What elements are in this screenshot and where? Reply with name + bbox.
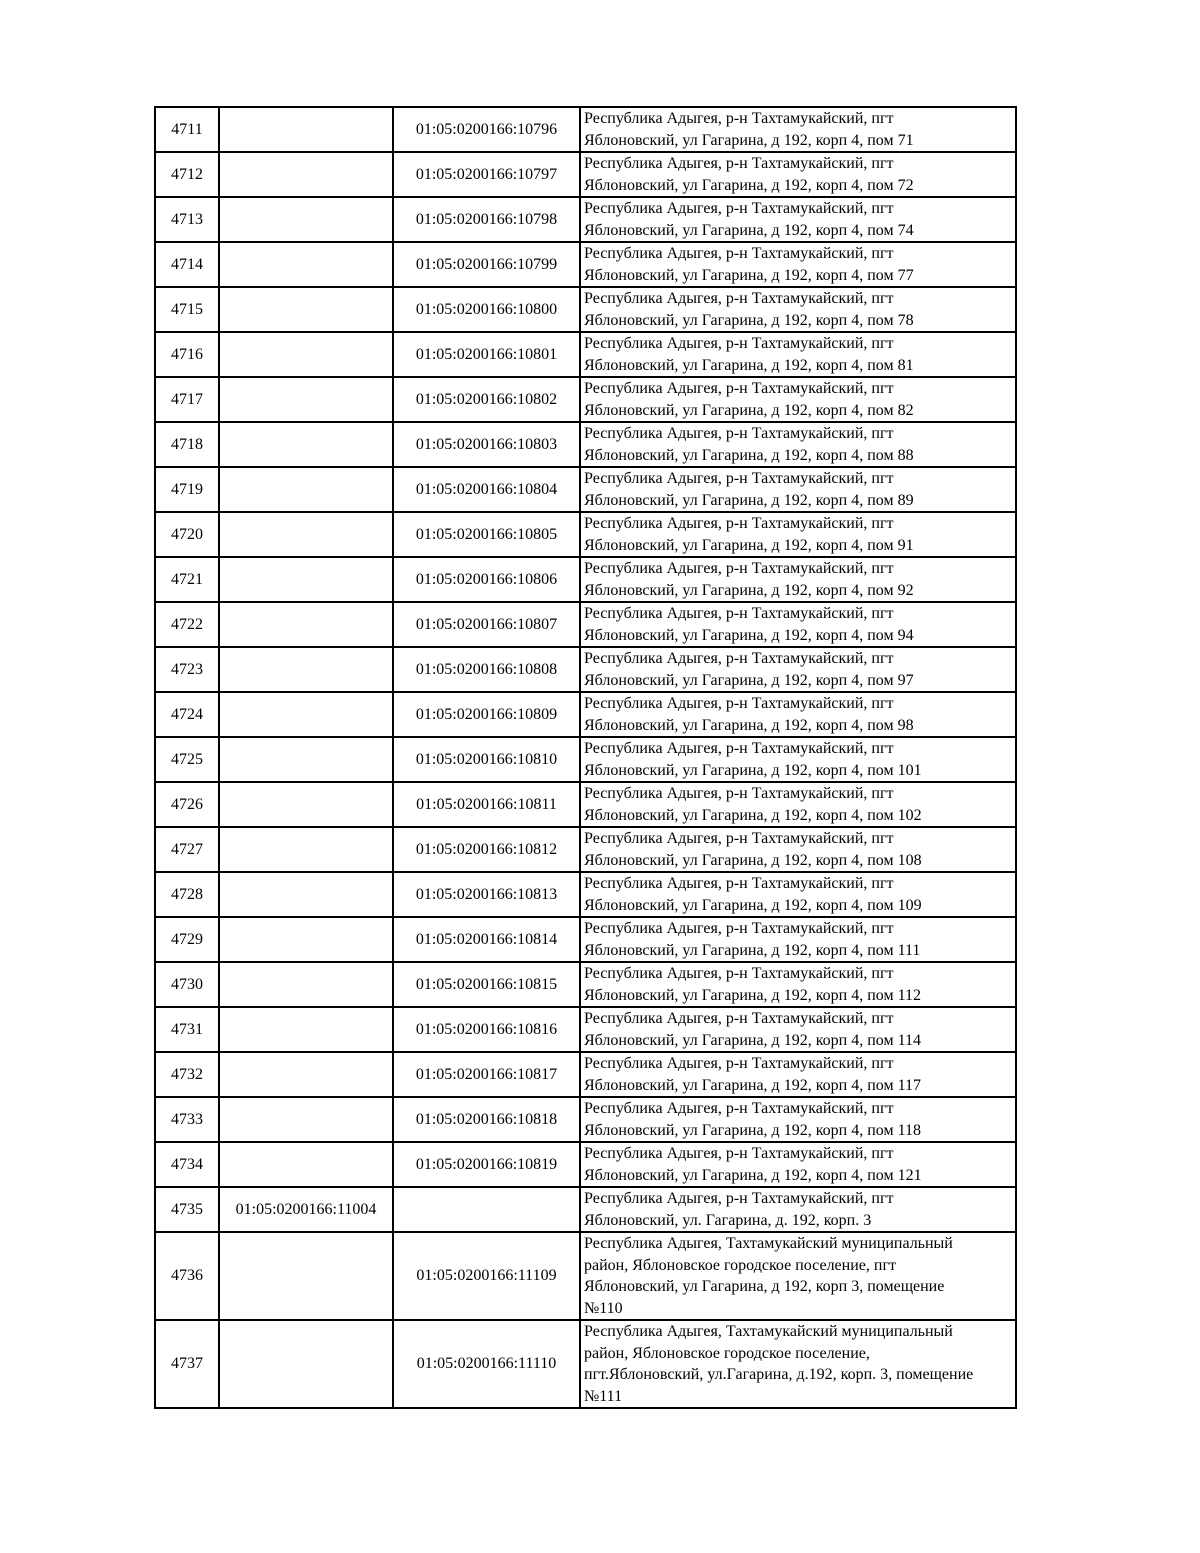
cadastral-number-land <box>219 1052 393 1097</box>
address-cell: Республика Адыгея, р-н Тахтамукайский, пгт Яблоновский, ул Гагарина, д 192, корп 4, пом 74 <box>580 197 1016 242</box>
table-row <box>155 1187 1016 1232</box>
cadastral-number-object <box>393 1187 580 1232</box>
cadastral-number-object: 01:05:0200166:10816 <box>393 1007 580 1052</box>
cadastral-number-object: 01:05:0200166:10819 <box>393 1142 580 1187</box>
cadastral-number-object: 01:05:0200166:10802 <box>393 377 580 422</box>
table-row <box>155 1232 1016 1320</box>
row-number: 4734 <box>155 1142 219 1187</box>
address-cell: Республика Адыгея, р-н Тахтамукайский, пгт Яблоновский, ул Гагарина, д 192, корп 4, пом 102 <box>580 782 1016 827</box>
row-number: 4730 <box>155 962 219 1007</box>
table-row <box>155 422 1016 467</box>
cadastral-number-land <box>219 197 393 242</box>
row-number: 4731 <box>155 1007 219 1052</box>
cadastral-number-object: 01:05:0200166:10796 <box>393 107 580 152</box>
cadastral-number-object: 01:05:0200166:10815 <box>393 962 580 1007</box>
table-row <box>155 557 1016 602</box>
row-number: 4716 <box>155 332 219 377</box>
row-number: 4717 <box>155 377 219 422</box>
table-row <box>155 1097 1016 1142</box>
address-cell: Республика Адыгея, р-н Тахтамукайский, пгт Яблоновский, ул Гагарина, д 192, корп 4, пом 91 <box>580 512 1016 557</box>
row-number: 4726 <box>155 782 219 827</box>
cadastral-number-object: 01:05:0200166:10804 <box>393 467 580 512</box>
cadastral-number-land <box>219 1097 393 1142</box>
row-number: 4727 <box>155 827 219 872</box>
cadastral-number-object: 01:05:0200166:10813 <box>393 872 580 917</box>
address-cell: Республика Адыгея, р-н Тахтамукайский, пгт Яблоновский, ул Гагарина, д 192, корп 4, пом 117 <box>580 1052 1016 1097</box>
table-row <box>155 512 1016 557</box>
address-cell: Республика Адыгея, р-н Тахтамукайский, пгт Яблоновский, ул Гагарина, д 192, корп 4, пом 114 <box>580 1007 1016 1052</box>
table-row <box>155 962 1016 1007</box>
table-row <box>155 152 1016 197</box>
cadastral-number-land <box>219 557 393 602</box>
address-cell: Республика Адыгея, р-н Тахтамукайский, пгт Яблоновский, ул Гагарина, д 192, корп 4, пом 82 <box>580 377 1016 422</box>
table-row <box>155 332 1016 377</box>
table-row <box>155 782 1016 827</box>
table-row <box>155 872 1016 917</box>
table-row <box>155 107 1016 152</box>
row-number: 4713 <box>155 197 219 242</box>
cadastral-number-land <box>219 287 393 332</box>
table-row <box>155 1142 1016 1187</box>
row-number: 4728 <box>155 872 219 917</box>
cadastral-number-object: 01:05:0200166:10809 <box>393 692 580 737</box>
cadastral-number-object: 01:05:0200166:10798 <box>393 197 580 242</box>
row-number: 4711 <box>155 107 219 152</box>
table-row <box>155 467 1016 512</box>
table-row <box>155 287 1016 332</box>
row-number: 4722 <box>155 602 219 647</box>
table-row <box>155 1320 1016 1408</box>
cadastral-number-object: 01:05:0200166:10818 <box>393 1097 580 1142</box>
cadastral-number-land <box>219 917 393 962</box>
cadastral-number-land: 01:05:0200166:11004 <box>219 1187 393 1232</box>
cadastral-number-land <box>219 827 393 872</box>
cadastral-number-land <box>219 332 393 377</box>
row-number: 4729 <box>155 917 219 962</box>
cadastral-number-object: 01:05:0200166:10811 <box>393 782 580 827</box>
address-cell: Республика Адыгея, р-н Тахтамукайский, пгт Яблоновский, ул Гагарина, д 192, корп 4, пом 109 <box>580 872 1016 917</box>
cadastral-number-object: 01:05:0200166:10810 <box>393 737 580 782</box>
address-cell: Республика Адыгея, р-н Тахтамукайский, пгт Яблоновский, ул Гагарина, д 192, корп 4, пом 81 <box>580 332 1016 377</box>
address-cell: Республика Адыгея, р-н Тахтамукайский, пгт Яблоновский, ул Гагарина, д 192, корп 4, пом 71 <box>580 107 1016 152</box>
cadastral-number-object: 01:05:0200166:10805 <box>393 512 580 557</box>
cadastral-number-object: 01:05:0200166:10799 <box>393 242 580 287</box>
cadastral-number-object: 01:05:0200166:10806 <box>393 557 580 602</box>
table-row <box>155 197 1016 242</box>
table-row <box>155 1007 1016 1052</box>
cadastral-number-object: 01:05:0200166:10817 <box>393 1052 580 1097</box>
address-cell: Республика Адыгея, Тахтамукайский муниципальный район, Яблоновское городское поселение, пгт Яблоновский, ул Гагарина, д 192, корп 3, помещение №110 <box>580 1232 1016 1320</box>
row-number: 4712 <box>155 152 219 197</box>
address-cell: Республика Адыгея, р-н Тахтамукайский, пгт Яблоновский, ул Гагарина, д 192, корп 4, пом 77 <box>580 242 1016 287</box>
cadastral-number-object: 01:05:0200166:10803 <box>393 422 580 467</box>
row-number: 4721 <box>155 557 219 602</box>
cadastral-number-land <box>219 422 393 467</box>
cadastral-number-land <box>219 1232 393 1320</box>
cadastral-number-land <box>219 602 393 647</box>
table-row <box>155 602 1016 647</box>
table-row <box>155 692 1016 737</box>
cadastral-number-land <box>219 467 393 512</box>
cadastral-number-land <box>219 1320 393 1408</box>
address-cell: Республика Адыгея, р-н Тахтамукайский, пгт Яблоновский, ул Гагарина, д 192, корп 4, пом 98 <box>580 692 1016 737</box>
row-number: 4735 <box>155 1187 219 1232</box>
address-cell: Республика Адыгея, р-н Тахтамукайский, пгт Яблоновский, ул Гагарина, д 192, корп 4, пом 92 <box>580 557 1016 602</box>
row-number: 4737 <box>155 1320 219 1408</box>
cadastral-number-land <box>219 647 393 692</box>
cadastral-number-land <box>219 107 393 152</box>
cadastral-number-land <box>219 1142 393 1187</box>
address-cell: Республика Адыгея, р-н Тахтамукайский, пгт Яблоновский, ул Гагарина, д 192, корп 4, пом 121 <box>580 1142 1016 1187</box>
address-cell: Республика Адыгея, р-н Тахтамукайский, пгт Яблоновский, ул Гагарина, д 192, корп 4, пом 97 <box>580 647 1016 692</box>
address-cell: Республика Адыгея, р-н Тахтамукайский, пгт Яблоновский, ул Гагарина, д 192, корп 4, пом 89 <box>580 467 1016 512</box>
cadastral-number-object: 01:05:0200166:10807 <box>393 602 580 647</box>
table-row <box>155 1052 1016 1097</box>
row-number: 4719 <box>155 467 219 512</box>
cadastral-number-land <box>219 1007 393 1052</box>
cadastral-number-object: 01:05:0200166:10797 <box>393 152 580 197</box>
table-row <box>155 242 1016 287</box>
address-cell: Республика Адыгея, р-н Тахтамукайский, пгт Яблоновский, ул Гагарина, д 192, корп 4, пом 72 <box>580 152 1016 197</box>
address-cell: Республика Адыгея, р-н Тахтамукайский, пгт Яблоновский, ул Гагарина, д 192, корп 4, пом 112 <box>580 962 1016 1007</box>
table-row <box>155 737 1016 782</box>
row-number: 4720 <box>155 512 219 557</box>
registry-table <box>154 106 1017 1409</box>
row-number: 4736 <box>155 1232 219 1320</box>
cadastral-number-object: 01:05:0200166:10800 <box>393 287 580 332</box>
address-cell: Республика Адыгея, р-н Тахтамукайский, пгт Яблоновский, ул Гагарина, д 192, корп 4, пом 118 <box>580 1097 1016 1142</box>
address-cell: Республика Адыгея, р-н Тахтамукайский, пгт Яблоновский, ул Гагарина, д 192, корп 4, пом 101 <box>580 737 1016 782</box>
cadastral-number-land <box>219 692 393 737</box>
table-row <box>155 917 1016 962</box>
cadastral-number-object: 01:05:0200166:10812 <box>393 827 580 872</box>
registry-table-body <box>155 107 1016 1408</box>
address-cell: Республика Адыгея, р-н Тахтамукайский, пгт Яблоновский, ул Гагарина, д 192, корп 4, пом 78 <box>580 287 1016 332</box>
row-number: 4715 <box>155 287 219 332</box>
address-cell: Республика Адыгея, р-н Тахтамукайский, пгт Яблоновский, ул Гагарина, д 192, корп 4, пом 88 <box>580 422 1016 467</box>
cadastral-number-land <box>219 872 393 917</box>
cadastral-number-land <box>219 377 393 422</box>
cadastral-number-object: 01:05:0200166:10814 <box>393 917 580 962</box>
cadastral-number-land <box>219 782 393 827</box>
cadastral-number-land <box>219 152 393 197</box>
table-row <box>155 377 1016 422</box>
row-number: 4733 <box>155 1097 219 1142</box>
cadastral-number-object: 01:05:0200166:11110 <box>393 1320 580 1408</box>
address-cell: Республика Адыгея, р-н Тахтамукайский, пгт Яблоновский, ул Гагарина, д 192, корп 4, пом 108 <box>580 827 1016 872</box>
row-number: 4732 <box>155 1052 219 1097</box>
table-row <box>155 827 1016 872</box>
row-number: 4723 <box>155 647 219 692</box>
cadastral-number-object: 01:05:0200166:10801 <box>393 332 580 377</box>
row-number: 4714 <box>155 242 219 287</box>
address-cell: Республика Адыгея, Тахтамукайский муниципальный район, Яблоновское городское поселение, пгт.Яблоновский, ул.Гагарина, д.192, корп. 3, помещение №111 <box>580 1320 1016 1408</box>
cadastral-number-land <box>219 737 393 782</box>
table-row <box>155 647 1016 692</box>
cadastral-number-object: 01:05:0200166:10808 <box>393 647 580 692</box>
row-number: 4724 <box>155 692 219 737</box>
address-cell: Республика Адыгея, р-н Тахтамукайский, пгт Яблоновский, ул Гагарина, д 192, корп 4, пом 111 <box>580 917 1016 962</box>
row-number: 4725 <box>155 737 219 782</box>
cadastral-number-object: 01:05:0200166:11109 <box>393 1232 580 1320</box>
cadastral-number-land <box>219 512 393 557</box>
cadastral-number-land <box>219 962 393 1007</box>
address-cell: Республика Адыгея, р-н Тахтамукайский, пгт Яблоновский, ул Гагарина, д 192, корп 4, пом 94 <box>580 602 1016 647</box>
address-cell: Республика Адыгея, р-н Тахтамукайский, пгт Яблоновский, ул. Гагарина, д. 192, корп. 3 <box>580 1187 1016 1232</box>
row-number: 4718 <box>155 422 219 467</box>
cadastral-number-land <box>219 242 393 287</box>
